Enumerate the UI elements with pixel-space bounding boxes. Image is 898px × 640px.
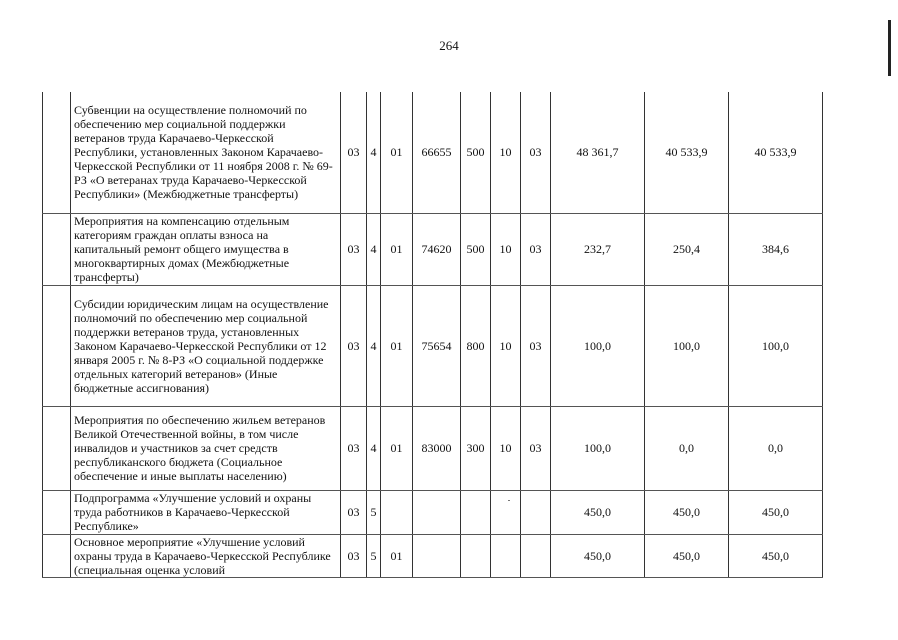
row-amount-cell: 100,0: [729, 285, 823, 406]
table-row: [43, 406, 823, 490]
table-row: [43, 534, 823, 577]
row-code-cell: [413, 490, 461, 534]
row-code-cell: 01: [381, 285, 413, 406]
row-index-cell: [43, 285, 71, 406]
row-amount-cell: 450,0: [551, 490, 645, 534]
row-code-cell: 800: [461, 285, 491, 406]
row-code-cell: 01: [381, 406, 413, 490]
row-description: Мероприятия по обеспечению жильем ветеранов Великой Отечественной войны, в том числе инвалидов и участников за счет средств республиканского бюджета (Социальное обеспечение и иные выплаты населению): [71, 406, 341, 490]
row-index-cell: [43, 490, 71, 534]
row-code-cell: [413, 534, 461, 577]
row-description: Подпрограмма «Улучшение условий и охраны труда работников в Карачаево-Черкесской Республике»: [71, 490, 341, 534]
row-description: Мероприятия на компенсацию отдельным категориям граждан оплаты взноса на капитальный ремонт общего имущества в многоквартирных домах (Межбюджетные трансферты): [71, 213, 341, 285]
row-code-cell: [521, 490, 551, 534]
row-amount-cell: 450,0: [645, 490, 729, 534]
row-code-cell: 03: [521, 213, 551, 285]
row-code-cell: 500: [461, 213, 491, 285]
table-row: [43, 285, 823, 406]
row-code-cell: 300: [461, 406, 491, 490]
row-code-cell: 01: [381, 92, 413, 213]
page-edge-mark: [888, 20, 891, 76]
row-code-cell: 10: [491, 406, 521, 490]
row-amount-cell: 40 533,9: [645, 92, 729, 213]
row-amount-cell: 450,0: [551, 534, 645, 577]
budget-table: [42, 92, 823, 578]
row-index-cell: [43, 92, 71, 213]
row-amount-cell: 100,0: [551, 406, 645, 490]
row-code-cell: 03: [341, 406, 367, 490]
row-amount-cell: 100,0: [551, 285, 645, 406]
row-index-cell: [43, 534, 71, 577]
row-amount-cell: 450,0: [729, 490, 823, 534]
row-amount-cell: 40 533,9: [729, 92, 823, 213]
row-code-cell: 75654: [413, 285, 461, 406]
row-code-cell: 01: [381, 213, 413, 285]
row-code-cell: 5: [367, 490, 381, 534]
table-row: [43, 92, 823, 213]
row-code-cell: 03: [341, 490, 367, 534]
row-amount-cell: 384,6: [729, 213, 823, 285]
row-code-cell: 10: [491, 213, 521, 285]
row-code-cell: 83000: [413, 406, 461, 490]
table-row: [43, 213, 823, 285]
row-description: Основное мероприятие «Улучшение условий охраны труда в Карачаево-Черкесской Республике (специальная оценка условий: [71, 534, 341, 577]
row-code-cell: 03: [341, 92, 367, 213]
row-index-cell: [43, 213, 71, 285]
row-code-cell: [461, 490, 491, 534]
row-amount-cell: 450,0: [729, 534, 823, 577]
row-amount-cell: 0,0: [645, 406, 729, 490]
row-code-cell: [381, 490, 413, 534]
row-amount-cell: 0,0: [729, 406, 823, 490]
row-amount-cell: 232,7: [551, 213, 645, 285]
row-code-cell: 03: [521, 92, 551, 213]
row-code-cell: 03: [521, 285, 551, 406]
row-code-cell: 03: [341, 534, 367, 577]
row-code-cell: 5: [367, 534, 381, 577]
row-code-cell: [521, 534, 551, 577]
row-code-cell: 66655: [413, 92, 461, 213]
row-description: Субвенции на осуществление полномочий по обеспечению мер социальной поддержки ветеранов труда Карачаево-Черкесской Республики, установленных Законом Карачаево-Черкесской Республики от 11 ноября 2008 г. № 69-РЗ «О ветеранах труда Карачаево-Черкесской Республики» (Межбюджетные трансферты): [71, 92, 341, 213]
page-number: 264: [439, 38, 459, 53]
row-code-cell: [491, 490, 521, 534]
row-code-cell: 74620: [413, 213, 461, 285]
row-description: Субсидии юридическим лицам на осуществление полномочий по обеспечению мер социальной поддержки ветеранов труда, установленных Законом Карачаево-Черкесской Республики от 12 января 2005 г. № 8-РЗ «О социальной поддержке отдельных категорий ветеранов» (Иные бюджетные ассигнования): [71, 285, 341, 406]
row-index-cell: [43, 406, 71, 490]
row-amount-cell: 250,4: [645, 213, 729, 285]
row-amount-cell: 450,0: [645, 534, 729, 577]
row-code-cell: 4: [367, 92, 381, 213]
row-code-cell: 4: [367, 406, 381, 490]
row-amount-cell: 48 361,7: [551, 92, 645, 213]
row-code-cell: [491, 534, 521, 577]
row-code-cell: 03: [341, 285, 367, 406]
row-code-cell: 01: [381, 534, 413, 577]
row-amount-cell: 100,0: [645, 285, 729, 406]
table-row: [43, 490, 823, 534]
row-code-cell: 4: [367, 285, 381, 406]
row-code-cell: 500: [461, 92, 491, 213]
row-code-cell: 03: [521, 406, 551, 490]
row-code-cell: 10: [491, 285, 521, 406]
row-code-cell: 4: [367, 213, 381, 285]
row-code-cell: 10: [491, 92, 521, 213]
row-code-cell: [461, 534, 491, 577]
row-code-cell: 03: [341, 213, 367, 285]
